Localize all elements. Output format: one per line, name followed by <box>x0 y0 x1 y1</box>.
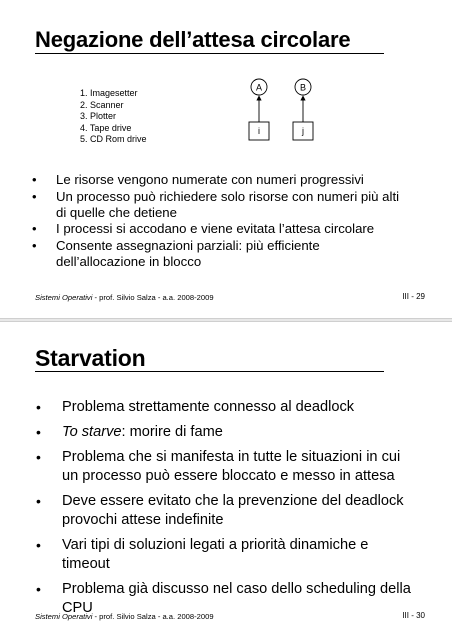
bullet-item <box>32 238 412 270</box>
bullet-dot: • <box>36 581 41 597</box>
page-number: III - 29 <box>402 292 425 301</box>
footer-author-year: - prof. Silvio Salza - a.a. 2008-2009 <box>92 293 214 302</box>
footer-course: Sistemi Operativi <box>35 612 93 621</box>
slide-title: Starvation <box>35 345 146 371</box>
bullet-text: Vari tipi di soluzioni legati a priorità dinamiche e timeout <box>62 537 369 572</box>
bullet-item <box>32 189 412 221</box>
bullet-dot: • <box>32 172 37 187</box>
resource-i-label: i <box>258 126 260 136</box>
title-underline <box>35 371 384 372</box>
slide-negazione-attesa-circolare <box>0 0 452 318</box>
device-item: 4. Tape drive <box>80 122 132 133</box>
title-underline <box>35 53 384 54</box>
bullet-text: I processi si accodano e viene evitata l’attesa circolare <box>56 221 375 237</box>
bullet-item <box>36 448 416 486</box>
bullet-dot: • <box>36 537 41 553</box>
bullet-dot: • <box>36 399 41 415</box>
resource-ordering-figure <box>80 78 380 164</box>
resource-j-label: j <box>302 126 304 136</box>
bullet-item <box>36 580 416 618</box>
bullet-dot: • <box>36 493 41 509</box>
bullet-text: Un processo può richiedere solo risorse con numeri più alti di quelle che detiene <box>56 188 400 220</box>
bullet-text: Le risorse vengono numerate con numeri progressivi <box>56 172 364 187</box>
allocation-graph <box>230 78 350 164</box>
page-number: III - 30 <box>402 611 425 620</box>
slide-title: Negazione dell’attesa circolare <box>35 27 351 52</box>
bullet-item <box>36 536 416 574</box>
bullet-item <box>36 398 416 417</box>
bullet-dot: • <box>32 238 37 254</box>
device-item: 2. Scanner <box>80 99 124 110</box>
bullet-dot: • <box>32 221 37 237</box>
bullet-list <box>32 172 412 271</box>
bullet-item <box>36 492 416 530</box>
process-a-label: A <box>255 82 263 93</box>
bullet-item <box>36 423 416 442</box>
bullet-item <box>32 221 412 237</box>
device-item: 5. CD Rom drive <box>80 134 147 144</box>
bullet-list <box>36 398 416 624</box>
device-item: 3. Plotter <box>80 111 117 121</box>
footer-author-year: - prof. Silvio Salza - a.a. 2008-2009 <box>92 612 214 621</box>
bullet-item <box>32 172 412 188</box>
bullet-text: Consente assegnazioni parziali: più efficiente dell’allocazione in blocco <box>56 238 320 269</box>
device-list <box>80 88 147 146</box>
footer-course: Sistemi Operativi <box>35 293 93 302</box>
slide-footer <box>35 293 214 302</box>
bullet-text: Problema che si manifesta in tutte le situazioni in cui un processo può essere bloccato e messo in attesa <box>62 449 401 484</box>
bullet-text: Deve essere evitato che la prevenzione del deadlock provochi attese indefinite <box>62 493 404 528</box>
bullet-dot: • <box>32 188 37 204</box>
bullet-italic-term: To starve <box>62 424 122 440</box>
bullet-dot: • <box>36 424 41 440</box>
bullet-dot: • <box>36 449 41 465</box>
process-b-label: B <box>299 82 307 93</box>
bullet-text: Problema già discusso nel caso dello scheduling della CPU <box>62 581 411 616</box>
bullet-text: Problema strettamente connesso al deadlock <box>62 399 355 415</box>
bullet-text: : morire di fame <box>121 424 223 440</box>
device-item: 1. Imagesetter <box>80 88 138 98</box>
